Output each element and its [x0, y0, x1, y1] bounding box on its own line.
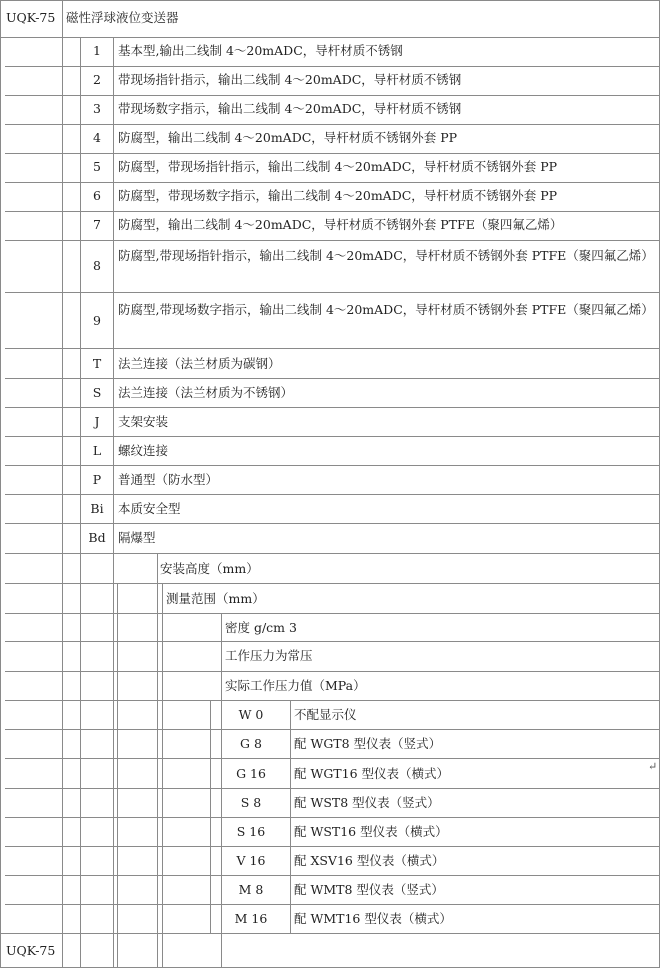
model-code: UQK-75 [6, 10, 56, 25]
connection-desc: 支架安装 [118, 414, 169, 429]
display-code: M 16 [234, 911, 268, 926]
display-code: G 16 [236, 766, 266, 781]
protection-code: P [92, 472, 102, 487]
protection-code: Bi [90, 501, 104, 516]
pressure-actual: 实际工作压力值（MPa） [225, 678, 366, 693]
display-desc: 配 WST8 型仪表（竖式） [294, 795, 440, 810]
display-desc: 配 WGT16 型仪表（横式） [294, 766, 450, 781]
type-code: 8 [93, 258, 101, 273]
type-code: 9 [93, 313, 101, 328]
type-desc: 防腐型,带现场指针指示，输出二线制 4～20mADC，导杆材质不锈钢外套 PTFE（聚四氟乙烯） [118, 248, 654, 263]
connection-code: T [92, 356, 102, 371]
protection-desc: 普通型（防水型） [118, 472, 219, 487]
type-desc: 防腐型，输出二线制 4～20mADC，导杆材质不锈钢外套 PP [118, 130, 458, 145]
type-code: 6 [93, 188, 101, 203]
display-desc: 配 WMT16 型仪表（横式） [294, 911, 452, 926]
install-height: 安装高度（mm） [160, 561, 259, 576]
type-code: 5 [93, 159, 101, 174]
type-code: 2 [93, 72, 101, 87]
type-code: 4 [93, 130, 101, 145]
type-code: 3 [93, 101, 101, 116]
display-desc: 配 WST16 型仪表（横式） [294, 824, 448, 839]
paragraph-mark-icon: ↵ [648, 760, 658, 773]
type-desc: 带现场数字指示，输出二线制 4～20mADC，导杆材质不锈钢 [118, 101, 462, 116]
type-desc: 基本型,输出二线制 4～20mADC，导杆材质不锈钢 [118, 43, 403, 58]
display-desc: 不配显示仪 [294, 707, 357, 722]
connection-code: S [92, 385, 102, 400]
display-code: W 0 [238, 707, 264, 722]
type-desc: 带现场指针指示，输出二线制 4～20mADC，导杆材质不锈钢 [118, 72, 462, 87]
density: 密度 g/cm 3 [225, 620, 297, 635]
type-desc: 防腐型，带现场数字指示，输出二线制 4～20mADC，导杆材质不锈钢外套 PP [118, 188, 558, 203]
display-code: V 16 [236, 853, 266, 868]
type-code: 1 [93, 43, 101, 58]
type-desc: 防腐型，带现场指针指示，输出二线制 4～20mADC，导杆材质不锈钢外套 PP [118, 159, 558, 174]
product-name: 磁性浮球液位变送器 [66, 10, 179, 25]
type-desc: 防腐型，输出二线制 4～20mADC，导杆材质不锈钢外套 PTFE（聚四氟乙烯） [118, 217, 563, 232]
measure-range: 测量范围（mm） [166, 591, 265, 606]
display-desc: 配 WGT8 型仪表（竖式） [294, 736, 442, 751]
connection-code: L [92, 443, 102, 458]
display-desc: 配 XSV16 型仪表（横式） [294, 853, 445, 868]
protection-desc: 隔爆型 [118, 530, 156, 545]
pressure-normal: 工作压力为常压 [225, 648, 313, 663]
display-code: G 8 [240, 736, 262, 751]
display-code: S 8 [240, 795, 262, 810]
connection-desc: 法兰连接（法兰材质为不锈钢） [118, 385, 294, 400]
type-desc: 防腐型,带现场数字指示，输出二线制 4～20mADC，导杆材质不锈钢外套 PTFE（聚四氟乙烯） [118, 302, 654, 317]
footer-model-code: UQK-75 [6, 943, 56, 958]
connection-desc: 螺纹连接 [118, 443, 169, 458]
display-code: M 8 [238, 882, 264, 897]
display-desc: 配 WMT8 型仪表（竖式） [294, 882, 444, 897]
protection-code: Bd [88, 530, 106, 545]
connection-code: J [94, 414, 100, 429]
connection-desc: 法兰连接（法兰材质为碳钢） [118, 356, 281, 371]
protection-desc: 本质安全型 [118, 501, 181, 516]
display-code: S 16 [236, 824, 266, 839]
type-code: 7 [93, 217, 101, 232]
